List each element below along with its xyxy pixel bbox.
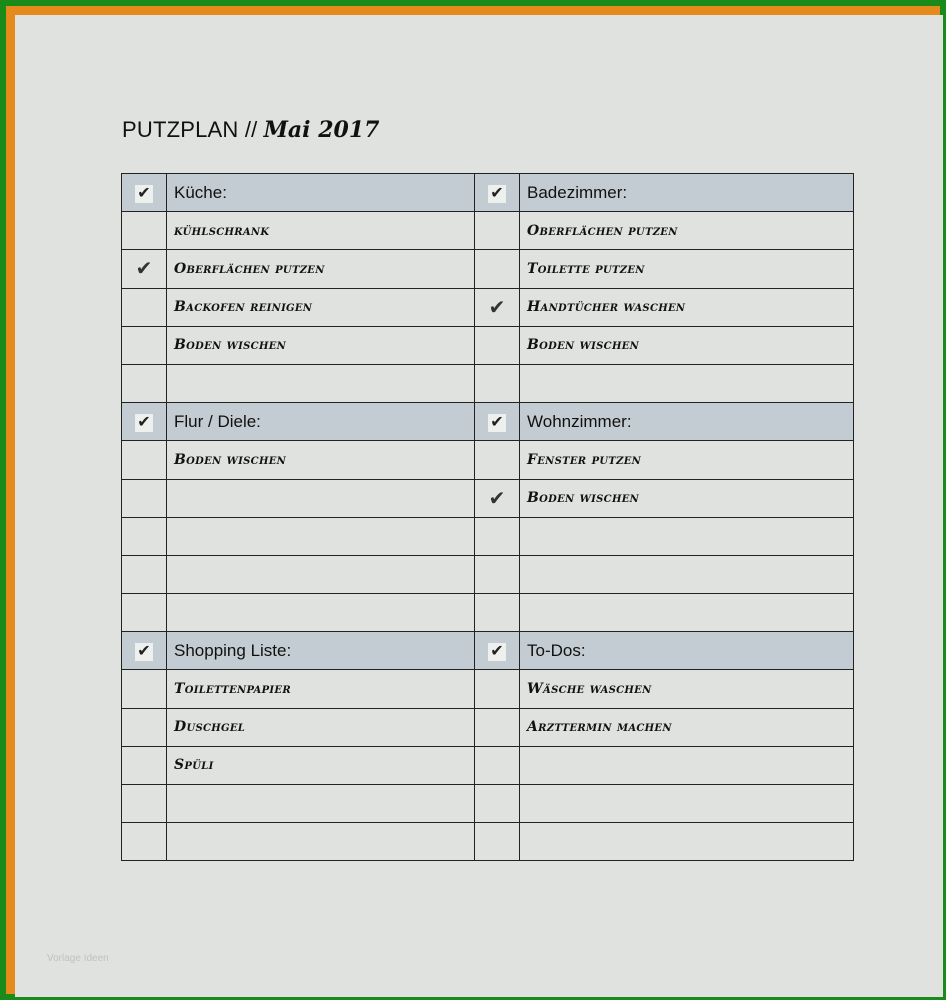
section-title: Badezimmer: (527, 182, 628, 202)
section-header (167, 632, 475, 670)
task-cell[interactable] (520, 479, 854, 517)
task-checkbox[interactable] (122, 785, 167, 823)
task-checkbox[interactable] (122, 555, 167, 593)
checkmark-icon: ✔ (488, 185, 506, 203)
task-cell[interactable] (520, 517, 854, 555)
task-row (122, 479, 854, 517)
task-row (122, 670, 854, 708)
header-checkbox[interactable] (475, 174, 520, 212)
task-checkbox[interactable] (475, 594, 520, 632)
checkmark-icon: ✔ (135, 414, 153, 432)
section-header (167, 403, 475, 441)
task-checkbox[interactable] (122, 823, 167, 861)
task-checkbox[interactable] (475, 250, 520, 288)
task-cell[interactable] (520, 441, 854, 479)
section-header (520, 174, 854, 212)
section-header (520, 403, 854, 441)
title-month: Mai 2017 (263, 117, 380, 143)
task-checkbox[interactable] (122, 746, 167, 784)
task-label: Boden wischen (527, 490, 640, 507)
task-cell[interactable] (520, 326, 854, 364)
task-label: Toilettenpapier (174, 681, 291, 698)
task-label: Boden wischen (174, 451, 287, 468)
task-cell[interactable] (167, 364, 475, 402)
task-cell[interactable] (167, 479, 475, 517)
task-cell[interactable] (167, 250, 475, 288)
task-cell[interactable] (167, 746, 475, 784)
task-label: Arzttermin machen (527, 719, 672, 736)
task-cell[interactable] (167, 555, 475, 593)
section-title: Wohnzimmer: (527, 411, 632, 431)
task-row (122, 785, 854, 823)
task-checkbox[interactable] (475, 785, 520, 823)
section-title: Flur / Diele: (174, 411, 261, 431)
task-cell[interactable] (520, 212, 854, 250)
task-cell[interactable] (167, 594, 475, 632)
task-cell[interactable] (520, 823, 854, 861)
task-checkbox[interactable] (475, 670, 520, 708)
task-row (122, 708, 854, 746)
task-cell[interactable] (520, 746, 854, 784)
task-row (122, 555, 854, 593)
header-checkbox[interactable] (122, 632, 167, 670)
task-row (122, 746, 854, 784)
task-row (122, 441, 854, 479)
task-checkbox[interactable] (475, 746, 520, 784)
task-checkbox[interactable] (475, 555, 520, 593)
header-checkbox[interactable] (475, 403, 520, 441)
task-cell[interactable] (167, 708, 475, 746)
task-cell[interactable] (520, 594, 854, 632)
task-checkbox[interactable] (475, 441, 520, 479)
checkmark-icon: ✔ (135, 643, 153, 661)
task-checkbox[interactable] (122, 364, 167, 402)
task-checkbox[interactable] (475, 212, 520, 250)
task-row (122, 250, 854, 288)
task-cell[interactable] (520, 708, 854, 746)
task-row (122, 594, 854, 632)
task-label: kühlschrank (174, 222, 270, 239)
task-cell[interactable] (520, 670, 854, 708)
task-checkbox[interactable] (122, 479, 167, 517)
document-page (15, 15, 943, 997)
task-checkbox[interactable] (122, 288, 167, 326)
task-label: Handtücher waschen (527, 299, 686, 316)
task-cell[interactable] (520, 364, 854, 402)
header-checkbox[interactable] (122, 174, 167, 212)
task-checkbox[interactable] (122, 441, 167, 479)
section-header-row (122, 632, 854, 670)
task-row (122, 823, 854, 861)
task-cell[interactable] (520, 288, 854, 326)
task-row (122, 517, 854, 555)
task-checkbox[interactable] (122, 326, 167, 364)
task-checkbox[interactable] (475, 288, 520, 326)
page-title (122, 117, 379, 143)
task-label: Boden wischen (527, 337, 640, 354)
section-header (167, 174, 475, 212)
task-label: Toilette putzen (527, 260, 645, 277)
task-label: Spüli (174, 757, 214, 774)
cleaning-plan-table (121, 173, 854, 861)
task-checkbox[interactable] (122, 250, 167, 288)
task-checkbox[interactable] (122, 517, 167, 555)
task-checkbox[interactable] (475, 326, 520, 364)
checkmark-icon: ✔ (135, 185, 153, 203)
task-cell[interactable] (167, 288, 475, 326)
task-checkbox[interactable] (122, 708, 167, 746)
task-checkbox[interactable] (122, 212, 167, 250)
task-row (122, 364, 854, 402)
task-cell[interactable] (167, 785, 475, 823)
task-label: Wäsche waschen (527, 681, 652, 698)
checkmark-icon: ✔ (488, 643, 506, 661)
section-title: Küche: (174, 182, 227, 202)
task-checkbox[interactable] (475, 479, 520, 517)
watermark: Vorlage Ideen (47, 953, 109, 964)
inner-frame (6, 6, 940, 994)
task-cell[interactable] (520, 785, 854, 823)
task-cell[interactable] (167, 212, 475, 250)
task-row (122, 288, 854, 326)
task-label: Boden wischen (174, 337, 287, 354)
task-checkbox[interactable] (475, 517, 520, 555)
task-cell[interactable] (167, 823, 475, 861)
checkmark-icon: ✔ (488, 487, 506, 510)
task-cell[interactable] (520, 250, 854, 288)
task-label: Duschgel (174, 719, 246, 736)
checkmark-icon: ✔ (135, 258, 153, 281)
task-checkbox[interactable] (475, 708, 520, 746)
task-label: Oberflächen putzen (174, 260, 325, 277)
task-cell[interactable] (167, 441, 475, 479)
task-cell[interactable] (167, 326, 475, 364)
task-checkbox[interactable] (475, 364, 520, 402)
task-cell[interactable] (167, 670, 475, 708)
section-title: Shopping Liste: (174, 640, 292, 660)
header-checkbox[interactable] (122, 403, 167, 441)
section-header-row (122, 174, 854, 212)
task-label: Fenster putzen (527, 451, 642, 468)
checkmark-icon: ✔ (488, 414, 506, 432)
section-title: To-Dos: (527, 640, 586, 660)
task-label: Oberflächen putzen (527, 222, 678, 239)
task-row (122, 326, 854, 364)
task-checkbox[interactable] (475, 823, 520, 861)
header-checkbox[interactable] (475, 632, 520, 670)
checkmark-icon: ✔ (488, 296, 506, 319)
task-label: Backofen reinigen (174, 299, 313, 316)
task-checkbox[interactable] (122, 670, 167, 708)
task-cell[interactable] (520, 555, 854, 593)
title-prefix: PUTZPLAN // (122, 117, 258, 142)
task-row (122, 212, 854, 250)
task-cell[interactable] (167, 517, 475, 555)
section-header (520, 632, 854, 670)
task-checkbox[interactable] (122, 594, 167, 632)
section-header-row (122, 403, 854, 441)
